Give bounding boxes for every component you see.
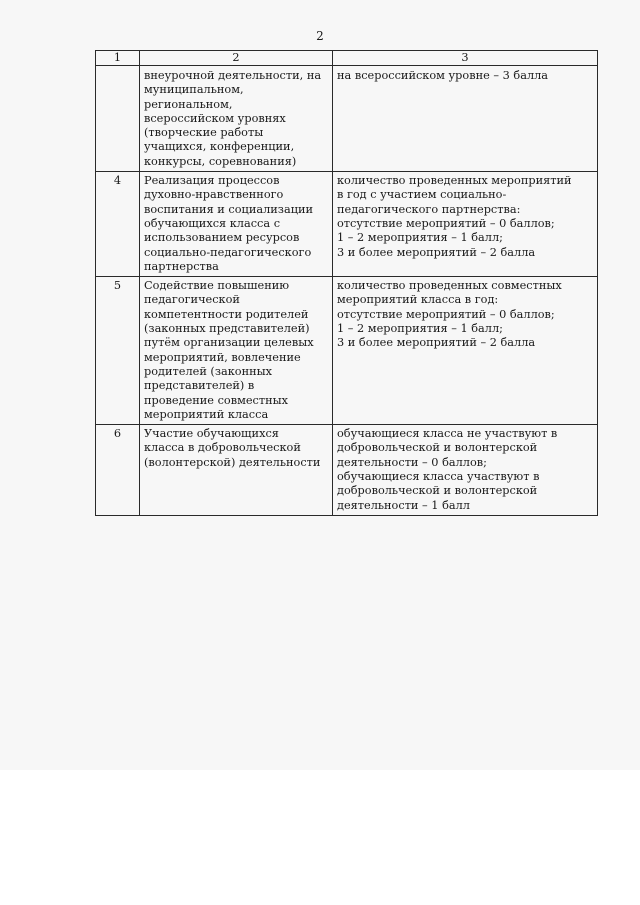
table-row (96, 172, 598, 277)
criterion-cell: Содействие повышению педагогической компетентности родителей (законных представителей) путём организации целевых мероприятий, вовлечение родителей (законных представителей) в проведение совместных мероприятий класса (140, 277, 333, 425)
row-number: 4 (96, 172, 140, 277)
page-number: 2 (316, 29, 324, 43)
blank-area (0, 770, 640, 905)
criteria-table (95, 50, 598, 516)
scoring-cell: количество проведенных совместных мероприятий класса в год: отсутствие мероприятий – 0 баллов; 1 – 2 мероприятия – 1 балл; 3 и более мероприятий – 2 балла (333, 277, 598, 425)
header-col-2: 2 (140, 51, 333, 66)
header-col-3: 3 (333, 51, 598, 66)
table-row (96, 277, 598, 425)
header-col-1: 1 (96, 51, 140, 66)
scoring-cell: количество проведенных мероприятий в год с участием социально- педагогического партнерства: отсутствие мероприятий – 0 баллов; 1 – 2 мероприятия – 1 балл; 3 и более мероприятий – 2 балла (333, 172, 598, 277)
criterion-cell: Реализация процессов духовно-нравственного воспитания и социализации обучающихся класса с использованием ресурсов социально-педагогического партнерства (140, 172, 333, 277)
table-row (96, 425, 598, 516)
criterion-cell: внеурочной деятельности, на муниципальном, региональном, всероссийском уровнях (творческие работы учащихся, конференции, конкурсы, соревнования) (140, 66, 333, 172)
criterion-cell: Участие обучающихся класса в добровольческой (волонтерской) деятельности (140, 425, 333, 516)
row-number: 5 (96, 277, 140, 425)
row-number: 6 (96, 425, 140, 516)
scoring-cell: обучающиеся класса не участвуют в добровольческой и волонтерской деятельности – 0 баллов; обучающиеся класса участвуют в добровольческой и волонтерской деятельности – 1 балл (333, 425, 598, 516)
table-header-row (96, 51, 598, 66)
scoring-cell: на всероссийском уровне – 3 балла (333, 66, 598, 172)
table-row (96, 66, 598, 172)
row-number (96, 66, 140, 172)
